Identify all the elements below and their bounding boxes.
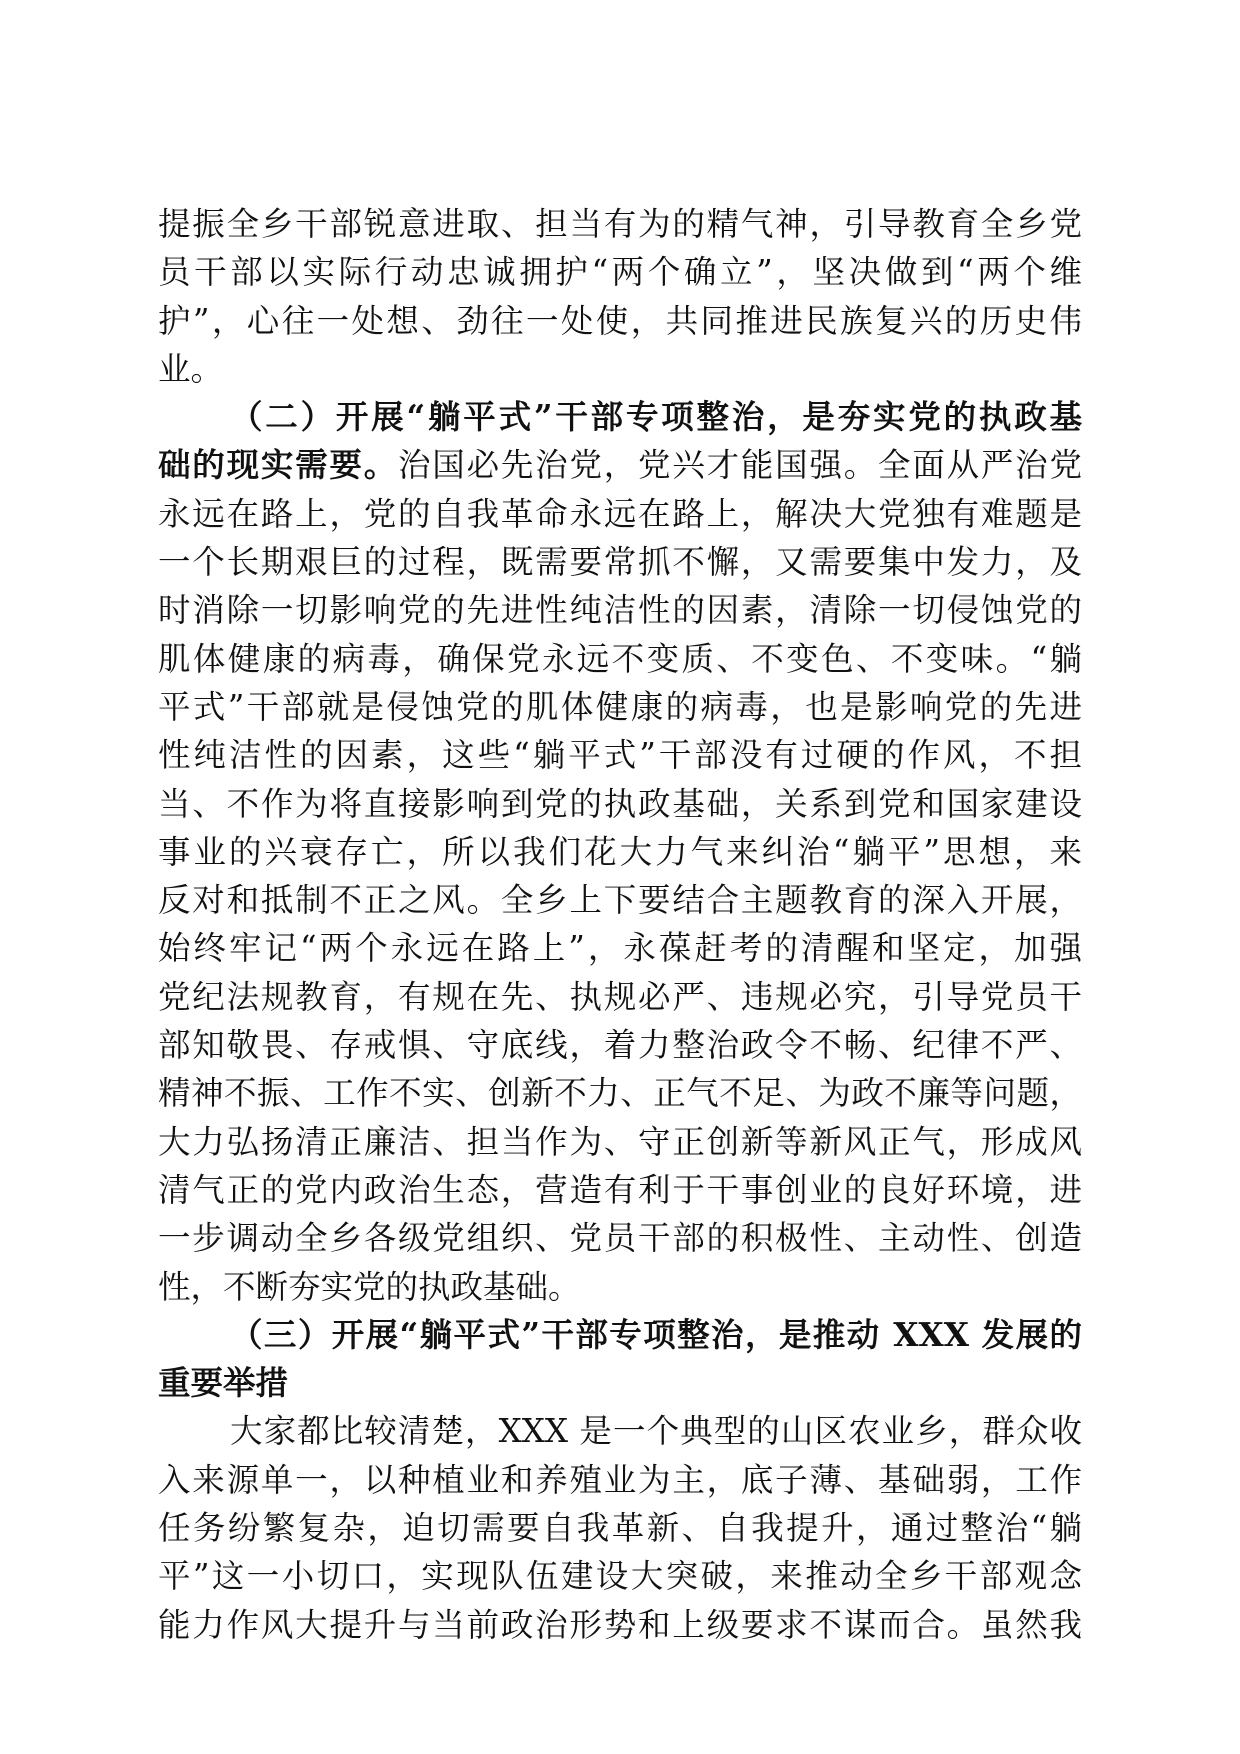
text-line: 一步调动全乡各级党组织、党员干部的积极性、主动性、创造 — [158, 1219, 1082, 1258]
text-line: 入来源单一，以种植业和养殖业为主，底子薄、基础弱，工作 — [158, 1460, 1082, 1499]
text-line: 重要举措 — [158, 1363, 289, 1403]
bold-heading-text: 础的现实需要。 — [158, 445, 399, 485]
bold-heading-text: （二）开展“躺平式”干部专项整治，是夯实党的执政基 — [230, 397, 1082, 437]
text-line: 性纯洁性的因素，这些“躺平式”干部没有过硬的作风，不担 — [158, 736, 1082, 775]
text-line: 员干部以实际行动忠诚拥护“两个确立”，坚决做到“两个维 — [158, 253, 1082, 292]
text-line: 部知敬畏、存戒惧、守底线，着力整治政令不畅、纪律不严、 — [158, 1026, 1082, 1065]
text-line: 精神不振、工作不实、创新不力、正气不足、为政不廉等问题， — [158, 1074, 1082, 1113]
text-line: （三）开展“躺平式”干部专项整治，是推动 XXX 发展的 — [230, 1314, 1082, 1354]
text-line: 平式”干部就是侵蚀党的肌体健康的病毒，也是影响党的先进 — [158, 687, 1082, 726]
text-line: 平”这一小切口，实现队伍建设大突破，来推动全乡干部观念 — [158, 1557, 1082, 1596]
text-line: 党纪法规教育，有规在先、执规必严、违规必究，引导党员干 — [158, 977, 1082, 1016]
text-line: 肌体健康的病毒，确保党永远不变质、不变色、不变味。“躺 — [158, 639, 1082, 678]
document-body — [158, 200, 1082, 1649]
text-line: 大力弘扬清正廉洁、担当作为、守正创新等新风正气，形成风 — [158, 1122, 1082, 1161]
text-line: 业。 — [158, 349, 224, 388]
text-line — [158, 441, 1082, 489]
text-line: 时消除一切影响党的先进性纯洁性的因素，清除一切侵蚀党的 — [158, 591, 1082, 630]
text-line: 大家都比较清楚，XXX 是一个典型的山区农业乡，群众收 — [230, 1412, 1082, 1451]
text-line: 始终牢记“两个永远在路上”，永葆赶考的清醒和坚定，加强 — [158, 929, 1082, 968]
text-line: 永远在路上，党的自我革命永远在路上，解决大党独有难题是 — [158, 494, 1082, 533]
text-line: 任务纷繁复杂，迫切需要自我革新、自我提升，通过整治“躺 — [158, 1509, 1082, 1548]
text-line: 能力作风大提升与当前政治形势和上级要求不谋而合。虽然我 — [158, 1605, 1082, 1644]
text-line: 清气正的党内政治生态，营造有利于干事创业的良好环境，进 — [158, 1170, 1082, 1209]
body-text: 治国必先治党，党兴才能国强。全面从严治党 — [398, 446, 1082, 485]
text-line — [158, 393, 1082, 441]
text-line: 一个长期艰巨的过程，既需要常抓不懈，又需要集中发力，及 — [158, 543, 1082, 582]
text-line: 当、不作为将直接影响到党的执政基础，关系到党和国家建设 — [158, 784, 1082, 823]
text-line: 反对和抵制不正之风。全乡上下要结合主题教育的深入开展， — [158, 881, 1082, 920]
text-line: 事业的兴衰存亡，所以我们花大力气来纠治“躺平”思想，来 — [158, 832, 1082, 871]
text-line: 性，不断夯实党的执政基础。 — [158, 1267, 581, 1306]
text-line: 护”，心往一处想、劲往一处使，共同推进民族复兴的历史伟 — [158, 301, 1082, 340]
text-line: 提振全乡干部锐意进取、担当有为的精气神，引导教育全乡党 — [158, 205, 1082, 243]
